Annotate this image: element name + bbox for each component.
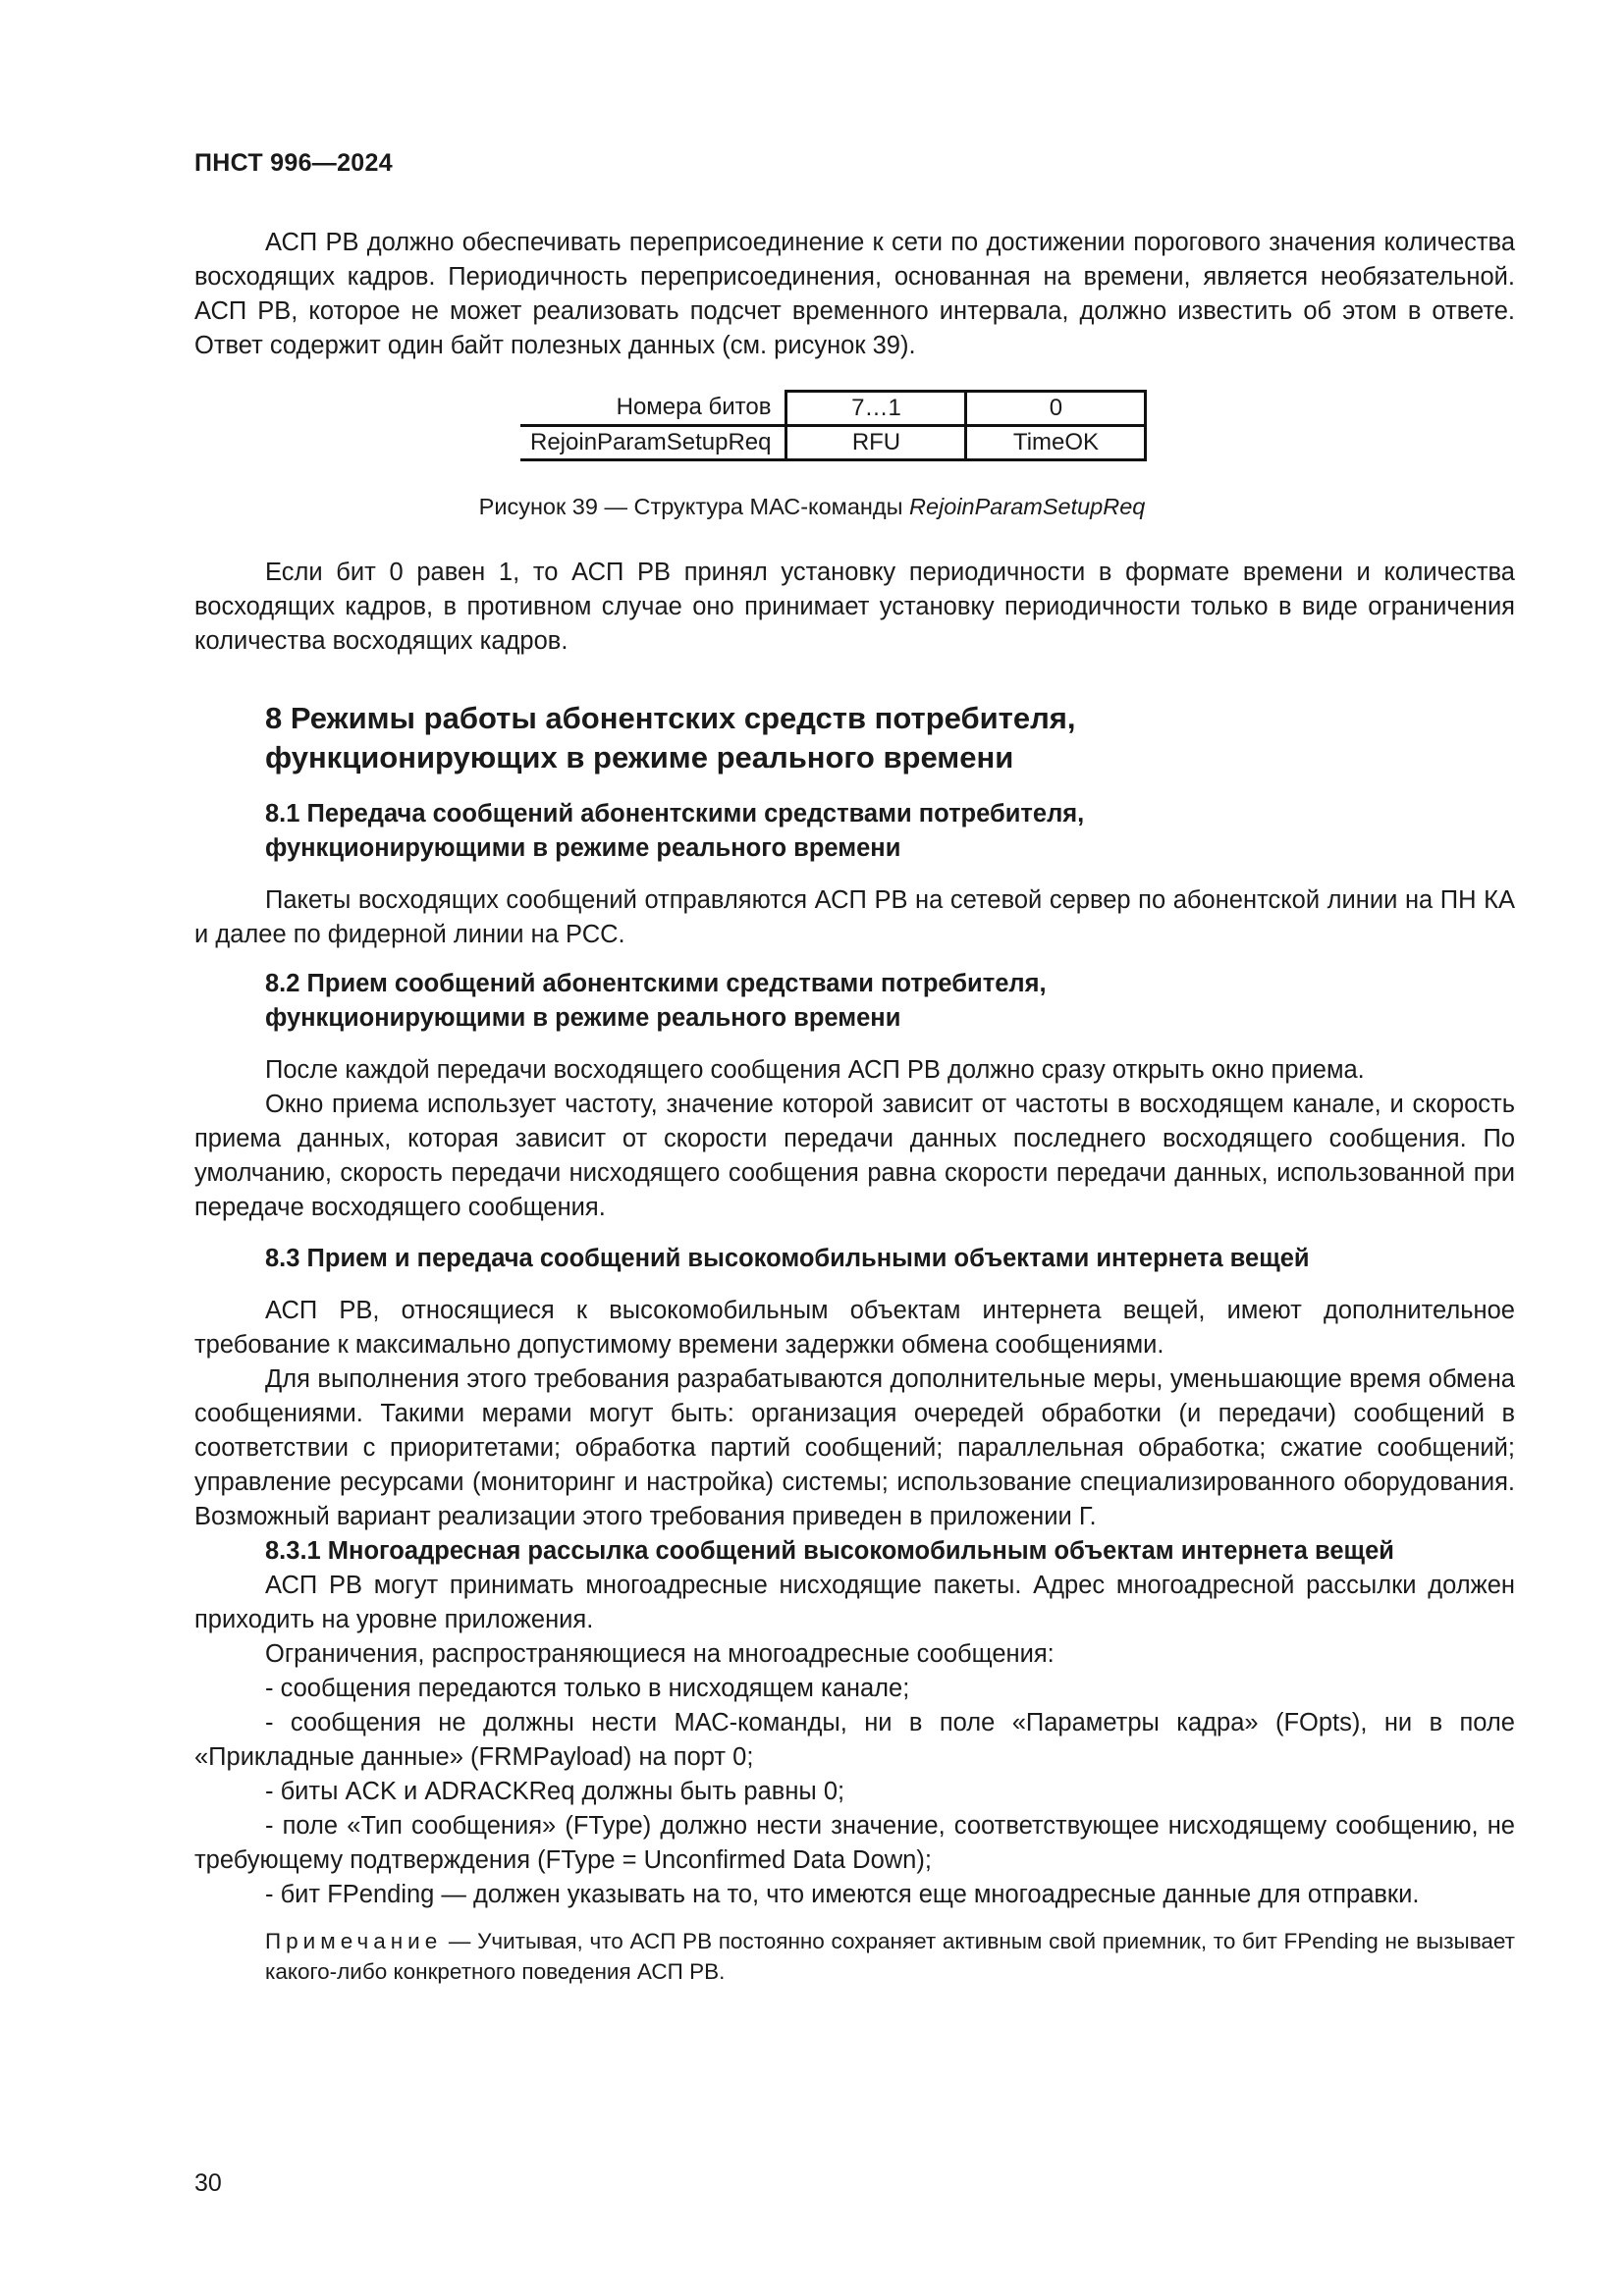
section-8-1-title-line2: функционирующими в режиме реального времени — [265, 834, 901, 862]
figure-caption: Рисунок 39 — Структура МАС-команды RejoinParamSetupReq — [478, 494, 1146, 519]
figure-39-table — [520, 390, 1147, 461]
timeok-cell: TimeOK — [966, 426, 1146, 460]
section-8-3-paragraph-1: АСП РВ, относящиеся к высокомобильным объектам интернета вещей, имеют дополнительное требование к максимально допустимому времени задержки обмена сообщениями. — [194, 1297, 1515, 1359]
section-8-1-title-line1: 8.1 Передача сообщений абонентскими средствами потребителя, — [265, 800, 1085, 828]
bit-numbers-label: Номера битов — [520, 392, 786, 426]
document-header: ПНСТ 996—2024 — [194, 149, 393, 177]
command-name-label: RejoinParamSetupReq — [520, 426, 786, 460]
section-8-title-line2: функционирующих в режиме реального времени — [265, 740, 1014, 774]
bits-7-1-cell: 7…1 — [786, 392, 966, 426]
list-item: - биты ACK и ADRACKReq должны быть равны 0; — [265, 1778, 845, 1805]
section-8-2-paragraph-2: Окно приема использует частоту, значение которой зависит от частоты в восходящем канале, и скорость приема данных, которая зависит от скорости передачи данных последнего восходящего сообщения. По умолчанию, скорость передачи нисходящего сообщения равна скорости передачи данных, использованной при передаче восходящего сообщения. — [194, 1091, 1515, 1221]
section-8-3-title: 8.3 Прием и передача сообщений высокомобильными объектами интернета вещей — [265, 1245, 1310, 1272]
section-8-3-1-paragraph-1: АСП РВ могут принимать многоадресные нисходящие пакеты. Адрес многоадресной рассылки должен приходить на уровне приложения. — [194, 1572, 1515, 1633]
list-item: - сообщения передаются только в нисходящем канале; — [265, 1675, 910, 1702]
section-8-2-title-line1: 8.2 Прием сообщений абонентскими средствами потребителя, — [265, 970, 1047, 997]
section-8-2-title-line2: функционирующими в режиме реального времени — [265, 1004, 901, 1032]
intro-paragraph: АСП РВ должно обеспечивать переприсоединение к сети по достижении порогового значения количества восходящих кадров. Периодичность переприсоединения, основанная на времени, является необязательной. АСП РВ, которое не может реализовать подсчет временного интервала, должно известить об этом в ответе. Ответ содержит один байт полезных данных (см. рисунок 39). — [194, 229, 1515, 359]
list-item: - бит FPending — должен указывать на то, что имеются еще многоадресные данные для отправки. — [265, 1881, 1420, 1908]
note-text: — Учитывая, что АСП РВ постоянно сохраняет активным свой приемник, то бит FPending не вызывает какого-либо конкретного поведения АСП РВ. — [265, 1929, 1515, 1984]
section-8-3-1-paragraph-2: Ограничения, распространяющиеся на многоадресные сообщения: — [265, 1640, 1055, 1668]
list-item: - поле «Тип сообщения» (FType) должно нести значение, соответствующее нисходящему сообщению, не требующему подтверждения (FType = Unconfirmed Data Down); — [194, 1812, 1515, 1874]
rfu-cell: RFU — [786, 426, 966, 460]
section-8-3-paragraph-2: Для выполнения этого требования разрабатываются дополнительные меры, уменьшающие время обмена сообщениями. Такими мерами могут быть: организация очередей обработки (и передачи) сообщений в соответствии с приоритетами; обработка партий сообщений; параллельная обработка; сжатие сообщений; управление ресурсами (мониторинг и настройка) системы; использование специализированного оборудования. Возможный вариант реализации этого требования приведен в приложении Г. — [194, 1365, 1515, 1530]
section-8-3-1-title: 8.3.1 Многоадресная рассылка сообщений высокомобильным объектам интернета вещей — [265, 1537, 1394, 1565]
section-8-title-line1: 8 Режимы работы абонентских средств потребителя, — [265, 701, 1076, 735]
note — [194, 1926, 1515, 1987]
bit-0-cell: 0 — [966, 392, 1146, 426]
section-8-1-paragraph: Пакеты восходящих сообщений отправляются АСП РВ на сетевой сервер по абонентской линии на ПН КА и далее по фидерной линии на РСС. — [194, 886, 1515, 948]
note-label: Примечание — [265, 1929, 443, 1953]
bit0-paragraph: Если бит 0 равен 1, то АСП РВ принял установку периодичности в формате времени и количества восходящих кадров, в противном случае оно принимает установку периодичности только в виде ограничения количества восходящих кадров. — [194, 559, 1515, 655]
section-8-2-paragraph-1: После каждой передачи восходящего сообщения АСП РВ должно сразу открыть окно приема. — [265, 1056, 1365, 1084]
page-number: 30 — [194, 2169, 222, 2197]
list-item: - сообщения не должны нести МАС-команды, ни в поле «Параметры кадра» (FOpts), ни в поле «Прикладные данные» (FRMPayload) на порт 0; — [194, 1709, 1515, 1771]
